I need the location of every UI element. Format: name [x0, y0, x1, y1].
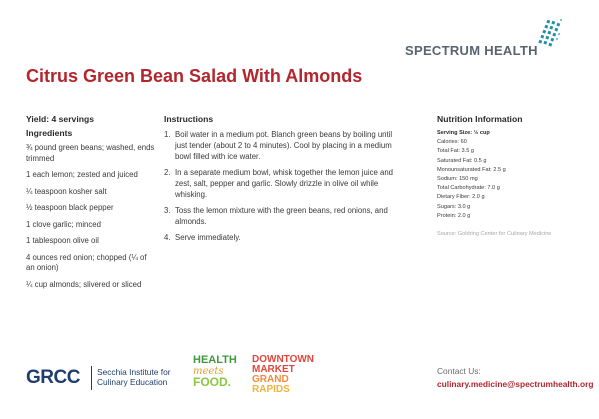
nutrition-fact: Protein: 2.0 g [437, 212, 471, 219]
recipe-title: Citrus Green Bean Salad With Almonds [26, 66, 363, 86]
dm-grand: GRAND [252, 374, 289, 385]
instruction-step [164, 167, 396, 200]
serving-size: Serving Size: ½ cup [437, 130, 490, 136]
ingredient-item: 4 ounces red onion; chopped (¼ of an onion) [26, 252, 147, 272]
secchia-line-1: Secchia Institute for [97, 367, 171, 377]
step-text: Serve immediately. [175, 233, 241, 242]
ingredient-item: 1 tablespoon olive oil [26, 236, 99, 245]
nutrition-source: Source: Goldring Center for Culinary Medicine [437, 231, 552, 238]
hmf-food: FOOD. [193, 375, 231, 389]
instruction-step [164, 205, 396, 227]
hmf-meets: meets [193, 366, 224, 377]
secchia-line-2: Culinary Education [97, 377, 168, 387]
instructions-list [164, 129, 396, 243]
contact-label: Contact Us: [437, 366, 481, 376]
nutrition-fact: Saturated Fat: 0.5 g [437, 157, 487, 164]
step-number: 2. [164, 168, 171, 177]
step-number: 1. [164, 130, 171, 139]
dm-downtown: DOWNTOWN [252, 354, 315, 365]
logo-divider [91, 366, 92, 390]
step-text: Boil water in a medium pot. Blanch green beans by boiling until just tender (about 2 to 4 minutes). Cool by placing in a medium bowl filled with ice water. [175, 130, 393, 161]
instructions-column [164, 114, 396, 248]
step-number: 3. [164, 206, 171, 215]
spectrum-health-logo [405, 18, 585, 58]
hmf-health: HEALTH [193, 354, 237, 366]
ingredient-item: ¼ cup almonds; slivered or sliced [26, 279, 142, 289]
nutrition-column [437, 114, 587, 237]
instruction-step [164, 129, 396, 162]
ingredient-item: ¼ teaspoon kosher salt [26, 186, 107, 196]
dm-market: MARKET [252, 364, 295, 375]
nutrition-fact: Total Carbohydrate: 7.0 g [437, 185, 500, 192]
ingredients-list [26, 143, 156, 290]
nutrition-fact: Sodium: 150 mg [437, 176, 478, 183]
instruction-step [164, 232, 396, 243]
step-number: 4. [164, 233, 171, 242]
nutrition-heading: Nutrition Information [437, 114, 523, 124]
nutrition-fact: Calories: 60 [437, 139, 467, 146]
step-text: In a separate medium bowl, whisk together the lemon juice and zest, salt, pepper and garlic. Slowly drizzle in olive oil while whisking. [175, 168, 394, 199]
instructions-heading: Instructions [164, 114, 214, 124]
dm-rapids: RAPIDS [252, 384, 290, 395]
health-meets-food-logo [193, 355, 243, 388]
ingredients-heading: Ingredients [26, 128, 73, 138]
ingredient-item: ¾ pound green beans; washed, ends trimmed [26, 143, 155, 163]
nutrition-fact: Dietary Fiber: 2.0 g [437, 194, 485, 201]
ingredient-item: 1 each lemon; zested and juiced [26, 170, 138, 179]
step-text: Toss the lemon mixture with the green beans, red onions, and almonds. [175, 206, 388, 226]
ingredients-column [26, 114, 156, 296]
nutrition-fact: Total Fat: 3.5 g [437, 148, 475, 155]
contact-email-link[interactable]: culinary.medicine@spectrumhealth.org [437, 379, 594, 389]
downtown-market-logo [252, 355, 322, 395]
ingredient-item: 1 clove garlic; minced [26, 219, 101, 229]
secchia-institute-logo [97, 367, 171, 387]
yield-text: Yield: 4 servings [26, 114, 94, 124]
spectrum-grid-icon [527, 18, 563, 54]
ingredient-item: ½ teaspoon black pepper [26, 203, 114, 212]
nutrition-fact: Sugars: 3.0 g [437, 203, 471, 210]
grcc-logo: GRCC [26, 367, 80, 388]
brand-name: SPECTRUM HEALTH [405, 43, 538, 58]
nutrition-fact: Monounsaturated Fat: 2.5 g [437, 166, 506, 173]
